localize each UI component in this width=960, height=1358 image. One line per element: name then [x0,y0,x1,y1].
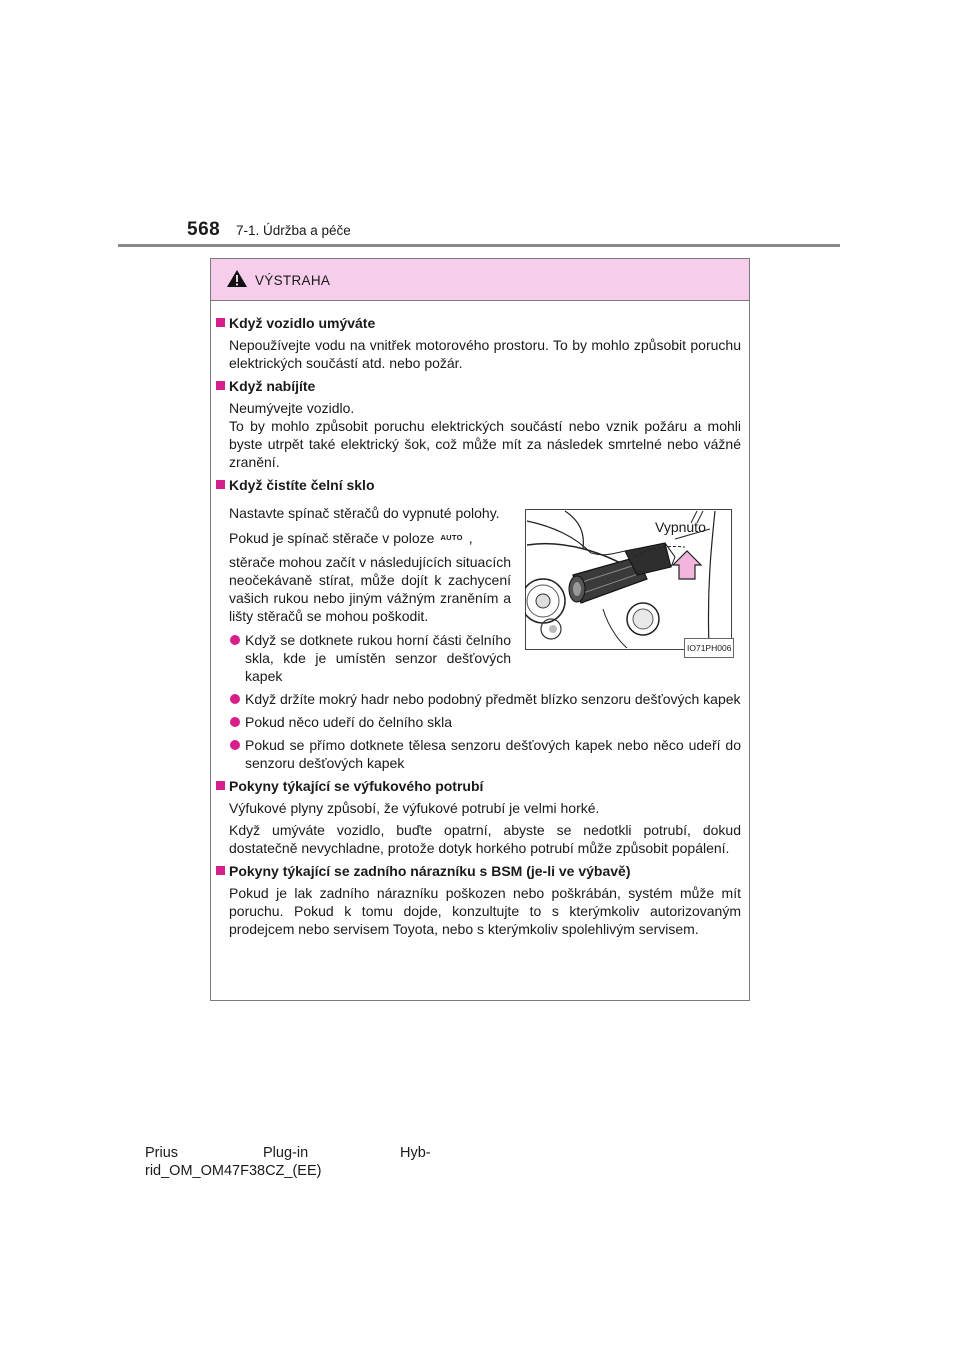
heading-text: Když čistíte čelní sklo [229,477,375,493]
heading-text: Když vozidlo umýváte [229,315,376,331]
windshield-text [216,498,511,685]
bullet-dot-icon [230,717,240,727]
wiper-switch-figure [525,509,732,654]
auto-icon: AUTO [440,533,463,542]
footer-word: Prius [145,1145,179,1161]
heading-washing [216,314,741,332]
paragraph-auto [216,529,511,547]
warning-header [211,259,749,301]
square-bullet-icon [216,318,225,327]
windshield-section [216,498,741,685]
square-bullet-icon [216,866,225,875]
heading-exhaust [216,777,741,795]
page-number: 568 [187,219,221,240]
square-bullet-icon [216,781,225,790]
heading-windshield [216,476,741,494]
footer [145,1144,445,1180]
figure-label-off: Vypnuto [655,519,706,535]
paragraph-text: , [468,530,473,546]
list-item [216,713,741,731]
heading-charging [216,377,741,395]
warning-label: VÝSTRAHA [255,273,331,288]
bullet-dot-icon [230,635,240,645]
square-bullet-icon [216,381,225,390]
heading-bumper [216,862,741,880]
heading-text: Když nabíjíte [229,378,316,394]
paragraph: Výfukové plyny způsobí, že výfukové potrubí je velmi horké. [229,800,600,816]
list-item-text: Pokud se přímo dotknete tělesa senzoru dešťových kapek nebo něco udeří do senzoru dešťových kapek [245,737,741,771]
footer-word: Plug-in [263,1145,309,1161]
paragraph: Nepoužívejte vodu na vnitřek motorového prostoru. To by mohlo způsobit poruchu elektrických součástí atd. nebo požár. [229,337,741,371]
heading-text: Pokyny týkající se výfukového potrubí [229,778,484,794]
list-item [216,690,741,708]
paragraph: Nastavte spínač stěračů do vypnuté polohy. [229,505,500,521]
warning-box [210,258,750,1001]
bullet-dot-icon [230,740,240,750]
paragraph: stěrače mohou začít v následujících situacích neočekávaně stírat, může dojít k zachycení vašich rukou nebo jiným vážným zraněním a lišty stěračů se mohou poškodit. [229,554,511,624]
section-title: 7-1. Údržba a péče [236,223,351,238]
list-item-text: Když držíte mokrý hadr nebo podobný předmět blízko senzoru dešťových kapek [245,691,741,707]
list-item-text: Pokud něco udeří do čelního skla [245,714,453,730]
heading-text: Pokyny týkající se zadního nárazníku s BSM (je-li ve výbavě) [229,863,631,879]
list-item [216,736,741,772]
paragraph: Neumývejte vozidlo. [229,400,355,416]
paragraph: To by mohlo způsobit poruchu elektrických součástí nebo vznik požáru a mohli byste utrpět také elektrický šok, což může mít za následek smrtelné nebo vážné zranění. [229,418,741,470]
list-item-text: Když se dotknete rukou horní části čelního skla, kde je umístěn senzor dešťových kapek [245,632,511,684]
footer-word: Hyb- [400,1145,431,1161]
paragraph: Když umýváte vozidlo, buďte opatrní, abyste se nedotkli potrubí, dokud dostatečně nevychladne, protože dotyk horkého potrubí může způsobit popálení. [229,822,741,856]
warning-triangle-icon [226,269,248,288]
warning-body [211,301,749,938]
paragraph-text: Pokud je spínač stěrače v poloze [229,530,435,546]
list-item [216,631,511,685]
header-rule [118,244,840,247]
bullet-dot-icon [230,694,240,704]
footer-line-1 [145,1144,445,1162]
figure-code: IO71PH006 [684,638,734,658]
footer-line-2: rid_OM_OM47F38CZ_(EE) [145,1163,322,1179]
square-bullet-icon [216,480,225,489]
paragraph: Pokud je lak zadního nárazníku poškozen nebo poškrábán, systém může mít poruchu. Pokud k tomu dojde, konzultujte to s kterýmkoliv autorizovaným prodejcem nebo servisem Toyota, nebo s kterýmkoliv spolehlivým servisem. [229,885,741,937]
